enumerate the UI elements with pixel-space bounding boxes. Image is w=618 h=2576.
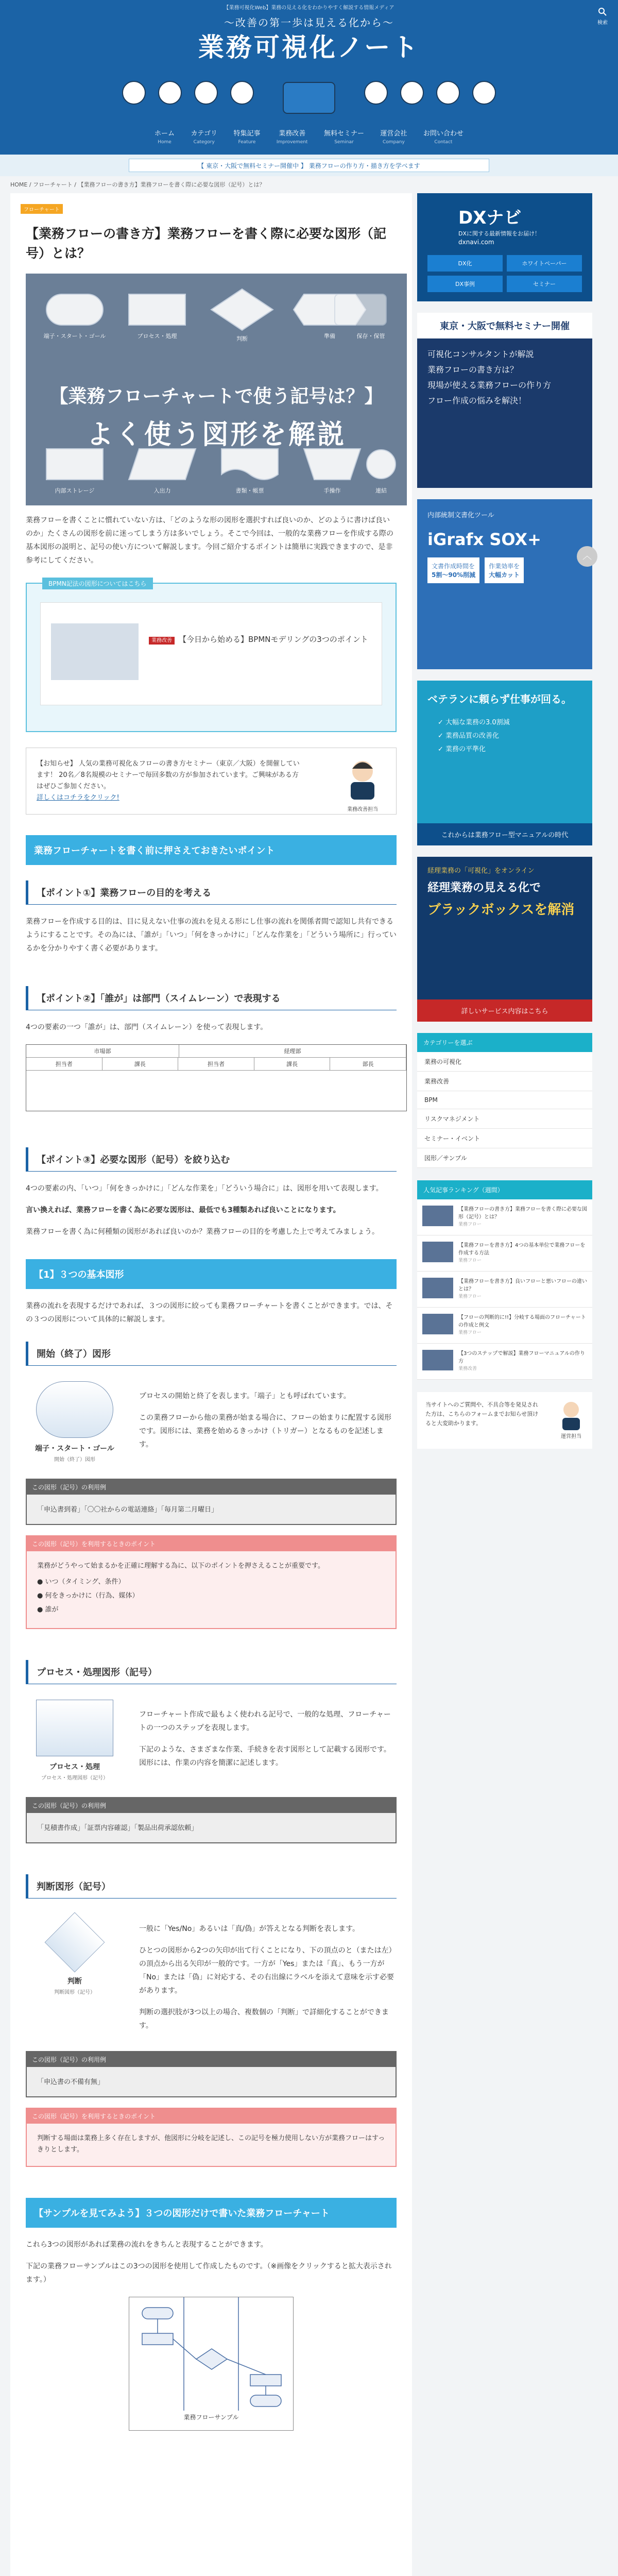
nav-item-feature[interactable]: 特集記事 Feature [233, 130, 261, 145]
writer-widget [417, 1392, 592, 1449]
point2-heading: 【ポイント②】「誰が」は部門（スイムレーン）で表現する [26, 986, 397, 1010]
decision-example-box [26, 2051, 397, 2097]
decision-shape-icon [45, 1912, 105, 1973]
ad-manual-title: ベテランに頼らず仕事が回る。 [427, 693, 572, 705]
start-shape-caption: 開始（終了）図形 [54, 1457, 95, 1463]
category-link[interactable]: リスクマネジメント [417, 1109, 592, 1129]
ad-dxnavi-sub: DXに関する最新情報をお届け！ [458, 230, 541, 237]
category-link[interactable]: 業務の可視化 [417, 1052, 592, 1072]
start-example-text: 「申込書到着」「〇〇社からの電話連絡」「毎月第二月曜日」 [37, 1506, 218, 1514]
basic-intro: 業務の流れを表現するだけであれば、３つの図形に絞っても業務フローチャートを書くことができます。では、その３つの図形について具体的に解説します。 [26, 1302, 393, 1324]
ad-igrafx-line: 作業効率を [489, 563, 520, 570]
decision-shape-text: 一般に「Yes/No」あるいは「真/偽」が答えとなる判断を表します。 [139, 1925, 359, 1933]
point3-text-2: 業務フローを書く為に何種類の図形があれば良いのか？業務フローの目的を考慮した上で考えてみましょう。 [26, 1228, 379, 1236]
decision-shape-name: 判断 [67, 1977, 82, 1986]
ranking-item[interactable]: 【フローの判断的に!!】分岐する場面のフローチャートの作成と例文 業務フロー [417, 1308, 592, 1344]
site-subtitle: 〜改善の第一歩は見える化から〜 [224, 16, 394, 29]
promo-bar [0, 155, 618, 176]
ad-igrafx-line: 大幅カット [489, 571, 520, 579]
process-shape-text-2: 下記のような、さまざまな作業、手続きを表す図形として記載する図形です。図形には、作業の内容を簡潔に記述します。 [139, 1745, 391, 1767]
category-link[interactable]: 図形／サンプル [417, 1148, 592, 1168]
shape-label-document: 書類・帳票 [235, 487, 264, 494]
ad-igrafx[interactable] [417, 499, 592, 669]
process-example-heading: この図形（記号）の利用例 [27, 1798, 396, 1813]
process-shape-heading: プロセス・処理図形（記号） [26, 1660, 397, 1684]
start-shape-heading: 開始（終了）図形 [26, 1342, 397, 1366]
process-shape-caption: プロセス・処理図形（記号） [41, 1775, 108, 1781]
ad-seminar-line: フロー作成の悩みを解決！ [427, 396, 527, 405]
avatar-name: 業務改善担当 [347, 807, 378, 812]
start-shape-figure [31, 1381, 118, 1463]
ad-accounting-foot[interactable]: 詳しいサービス内容はこちら [417, 999, 592, 1022]
intro-paragraph: 業務フローを書くことに慣れていない方は、「どのような形の図形を選択すれば良いのか、どのように書けば良いのか」たくさんの図形を前に迷ってしまう方は多いでしょう。そこで今回は、一般的な業務フローを作成する際の基本図形の説明と、記号の使い方について解説します。今回ご紹介するポイントは簡単に実践できますので、是非参考にしてください。 [26, 516, 393, 565]
start-shape-text-2: この業務フローから他の業務が始まる場合に、フローの始まりに配置する図形です。図形には、業務を始めるきっかけ（トリガー）となるものを記述します。 [139, 1414, 391, 1449]
start-point-box [26, 1535, 397, 1629]
notice-text: 【お知らせ】 人気の業務可視化＆フローの書き方セミナー（東京／大阪）を開催しています！ 20名／8名規模のセミナーで毎回多数の方が参加されています。ご興味がある方はぜひご参加ください。 [37, 760, 300, 790]
process-example-text: 「見積書作成」「証票内容確認」「製品出荷承認依頼」 [37, 1824, 198, 1832]
decision-shape-caption: 判断図形（記号） [54, 1990, 95, 1995]
ad-dxnavi-button[interactable]: DX化 [427, 255, 503, 272]
search-label: 検索 [597, 20, 608, 26]
shape-label-preparation: 準備 [324, 333, 335, 340]
nav-item-home[interactable]: ホーム Home [154, 130, 175, 145]
site-tagline: 【業務可視化Web】業務の見える化をわかりやすく解説する情報メディア [224, 5, 394, 11]
ad-dxnavi-button[interactable]: ホワイトペーパー [507, 255, 582, 272]
ranking-item[interactable]: 【業務フローを書き方】良いフローと悪いフローの違いとは？ 業務フロー [417, 1272, 592, 1308]
eyecatch-main-heading: よく使う図形を解説 [86, 419, 346, 450]
search-button[interactable] [592, 7, 613, 26]
ranking-widget [417, 1180, 592, 1380]
section-heading-basic: 【1】３つの基本図形 [26, 1259, 397, 1289]
decision-shape-text-3: 判断の選択肢が3つ以上の場合、複数個の「判断」で詳細化することができます。 [139, 2008, 389, 2030]
notice-link[interactable]: 詳しくはコチラをクリック! [37, 794, 119, 802]
point3-text: 4つの要素の内、「いつ」「何をきっかけに」「どんな作業を」「どういう場合に」は、図形を用いて表現します。 [26, 1184, 383, 1193]
start-shape-name: 端子・スタート・ゴール [35, 1445, 114, 1453]
swimlane-lane: 課長 [254, 1058, 331, 1070]
ad-igrafx-line: 5割〜90%削減 [432, 571, 476, 579]
decision-shape-text-2: ひとつの図形から2つの矢印が出て行くことになり、下の頂点のと（または左）の頂点から出る矢印が一般的です。一方が「Yes」または「真」、もう一方が「No」または「偽」に対応する、その右出線にラベルを添えて意味を示す必要があります。 [139, 1946, 396, 1995]
global-nav [154, 130, 464, 146]
process-example-box [26, 1797, 397, 1843]
ad-igrafx-line: 文書作成時間を [432, 563, 475, 570]
ad-dxnavi[interactable] [417, 193, 592, 301]
sample-flowchart-image[interactable] [129, 2297, 294, 2431]
nav-item-seminar[interactable]: 無料セミナー Seminar [323, 130, 364, 145]
point3-heading: 【ポイント③】必要な図形（記号）を絞り込む [26, 1147, 397, 1172]
sample-text: これら3つの図形があれば業務の流れをきちんと表現することができます。 [26, 2241, 268, 2249]
staff-avatar-icon [345, 758, 381, 800]
related-link-box [26, 580, 397, 732]
ad-seminar-line: 可視化コンサルタントが解説 [427, 349, 534, 359]
ranking-item[interactable]: 【3つのステップで解説】業務フローマニュアルの作り方 業務改善 [417, 1344, 592, 1380]
ranking-thumbnail [422, 1206, 453, 1226]
site-header [0, 0, 618, 155]
decision-point-heading: この図形（記号）を利用するときのポイント [27, 2109, 396, 2124]
shape-label-terminal: 端子・スタート・ゴール [43, 333, 106, 340]
related-article-thumbnail [51, 623, 139, 680]
avatar [339, 758, 386, 816]
start-point-item: ● 何をきっかけに（行為、媒体） [37, 1592, 139, 1600]
decision-shape-heading: 判断図形（記号） [26, 1874, 397, 1899]
ad-seminar-line: 業務フローの書き方は？ [427, 365, 519, 375]
sidebar [417, 193, 592, 1461]
nav-item-category[interactable]: カテゴリ Category [191, 130, 217, 145]
ad-accounting-title: ブラックボックスを解消 [427, 902, 575, 918]
swimlane-lane: 担当者 [178, 1058, 254, 1070]
shape-label-io: 入出力 [153, 487, 171, 494]
sample-heading: 【サンプルを見てみよう】３つの図形だけで書いた業務フローチャート [26, 2198, 397, 2228]
start-example-box [26, 1479, 397, 1525]
decision-shape-figure [31, 1914, 118, 1996]
decision-example-heading: この図形（記号）の利用例 [27, 2052, 396, 2067]
point1-heading: 【ポイント①】業務フローの目的を考える [26, 880, 397, 905]
scroll-to-top-button[interactable] [577, 546, 597, 567]
swimlane-group-row [26, 1045, 406, 1058]
ad-manual-item: ✓ 業務品質の改善化 [438, 732, 500, 740]
ranking-item[interactable]: 【業務フローの書き方】業務フローを書く際に必要な図形（記号）とは？ 業務フロー [417, 1199, 592, 1235]
decision-example-text: 「申込書の不備有無」 [37, 2078, 105, 2086]
ad-seminar-line: 現場が使える業務フローの作り方 [427, 380, 552, 390]
ranking-widget-heading: 人気記事ランキング（週間） [417, 1180, 592, 1199]
swimlane-table [26, 1044, 407, 1111]
ad-dxnavi-title: DXナビ [458, 208, 522, 228]
ad-igrafx-title: iGrafx SOX+ [427, 530, 541, 549]
swimlane-group: 経理部 [179, 1045, 406, 1057]
swimlane-lane: 担当者 [26, 1058, 102, 1070]
related-article-tag: 業務改善 [149, 637, 175, 645]
ad-manual[interactable] [417, 681, 592, 845]
related-article-title: 【今日から始める】BPMNモデリングの3つのポイント [179, 635, 368, 644]
ranking-thumbnail [422, 1350, 453, 1370]
eyecatch-image [26, 274, 407, 505]
nav-item-contact[interactable]: お問い合わせ Contact [423, 130, 464, 145]
chevron-up-icon: ︿ [582, 551, 592, 562]
category-link[interactable]: 業務改善 [417, 1072, 592, 1091]
start-shape-text: プロセスの開始と終了を表します。「端子」とも呼ばれています。 [139, 1392, 351, 1400]
ad-manual-foot: これからは業務フロー型マニュアルの時代 [417, 823, 592, 845]
shape-label-connector: 連結 [375, 487, 387, 494]
related-article-card[interactable] [40, 602, 382, 705]
avatar [558, 1399, 584, 1439]
sample-text-2: 下記の業務フローサンプルはこの3つの図形を使用して作成したものです。（※画像をクリックすると拡大表示されます。） [26, 2262, 392, 2284]
ad-seminar[interactable] [417, 313, 592, 488]
ad-dxnavi-button[interactable]: セミナー [507, 276, 582, 292]
swimlane-lane: 課長 [102, 1058, 179, 1070]
decision-point-text: 判断する場面は業務上多く存在しますが、他図形に分岐を記述し、この記号を極力使用しない方が業務フローはすっきりとします。 [37, 2134, 385, 2154]
decision-point-box [26, 2108, 397, 2167]
shape-label-manual: 手操作 [323, 487, 341, 494]
point1-text: 業務フローを作成する目的は、目に見えない仕事の流れを見える形にし仕事の流れを関係者間で認知し共有できるようにすることです。その為には、「誰が」「いつ」「何をきっかけに」「どんな作業を」「どういう場所に」行っているかを分かりやすく書く必要があります。 [26, 918, 397, 953]
sample-caption: 業務フローサンプル [183, 2414, 239, 2421]
start-point-text: 業務がどうやって始まるかを正確に理解する為に、以下のポイントを押さえることが重要です。 [37, 1562, 324, 1570]
process-shape-name: プロセス・処理 [49, 1763, 100, 1771]
related-link-label: BPMN記法の図形についてはこちら [42, 578, 153, 589]
ranking-thumbnail [422, 1278, 453, 1298]
breadcrumb[interactable]: HOME / フローチャート / 【業務フローの書き方】業務フローを書く際に必要な図形（記号）とは？ [10, 181, 265, 188]
shape-label-storage: 保存・保管 [356, 333, 385, 340]
ad-manual-item: ✓ 業務の平準化 [438, 745, 486, 753]
shape-label-process: プロセス・処理 [137, 333, 177, 340]
ad-dxnavi-url: dxnavi.com [458, 239, 494, 246]
ad-accounting[interactable] [417, 857, 592, 1022]
start-point-item: ● 誰が [37, 1606, 59, 1614]
ad-manual-item: ✓ 大幅な業務の3.0割減 [438, 719, 510, 726]
writer-name: 運営担当 [561, 1434, 581, 1439]
ad-accounting-line: 経理業務の見える化で [427, 882, 541, 894]
page-title: 【業務フローの書き方】業務フローを書く際に必要な図形（記号）とは？ [26, 226, 387, 261]
swimlane-lane-row [26, 1058, 406, 1071]
swimlane-group: 市場部 [26, 1045, 179, 1057]
section-heading-points: 業務フローチャートを書く前に押さえておきたいポイント [26, 835, 397, 865]
ad-seminar-head: 東京・大阪で無料セミナー開催 [417, 313, 592, 338]
point2-text: 4つの要素の一つ「誰が」は、部門（スイムレーン）を使って表現します。 [26, 1023, 268, 1031]
site-logo[interactable]: 業務可視化ノート [198, 32, 420, 62]
process-shape-icon [36, 1700, 113, 1756]
header-characters-illustration [113, 72, 505, 124]
ad-accounting-line: 経理業務の「可視化」をオンライン [427, 867, 535, 875]
seminar-notice [26, 748, 397, 815]
nav-item-company[interactable]: 運営会社 Company [380, 130, 407, 145]
nav-item-improvement[interactable]: 業務改善 Improvement [276, 130, 308, 145]
shape-label-decision: 判断 [236, 335, 248, 342]
process-shape-figure [31, 1700, 118, 1782]
writer-text: 当サイトへのご質問や、不具合等を発見された方は、こちらのフォームまでお知らせ頂けると大変助かります。 [425, 1401, 539, 1427]
promo-link[interactable]: 【 東京・大阪で無料セミナー開催中 】 業務フローの作り方・描き方を学べます [129, 159, 489, 172]
article-main [10, 193, 412, 2576]
category-widget [417, 1033, 592, 1168]
shape-label-internal-storage: 内部ストレージ [55, 487, 95, 494]
ranking-thumbnail [422, 1242, 453, 1262]
swimlane-lane: 部長 [330, 1058, 406, 1070]
ad-igrafx-line: 内部統制文書化ツール [427, 512, 494, 519]
category-widget-heading: カテゴリーを選ぶ [417, 1033, 592, 1052]
ranking-thumbnail [422, 1314, 453, 1334]
start-point-item: ● いつ（タイミング、条件） [37, 1578, 125, 1586]
ad-dxnavi-button[interactable]: DX事例 [427, 276, 503, 292]
sample-flowchart-illustration [129, 2297, 293, 2411]
process-shape-text: フローチャート作成で最もよく使われる記号で、一般的な処理、フローチャートの一つのステップを表現します。 [139, 1710, 391, 1732]
start-example-heading: この図形（記号）の利用例 [27, 1480, 396, 1495]
writer-avatar-icon [558, 1399, 584, 1430]
eyecatch-heading: 【業務フローチャートで使う記号は？】 [49, 386, 383, 407]
start-point-heading: この図形（記号）を利用するときのポイント [27, 1536, 396, 1551]
ranking-item[interactable]: 【業務フローを書き方】4つの基本単位で業務フローを作成する方法 業務フロー [417, 1235, 592, 1272]
terminal-shape-icon [36, 1381, 113, 1438]
category-link[interactable]: セミナー・イベント [417, 1129, 592, 1148]
point3-emphasis: 言い換えれば、業務フローを書く為に必要な図形は、最低でも3種類あれば良いことになります。 [26, 1206, 340, 1214]
category-badge[interactable]: フローチャート [21, 204, 63, 214]
category-link[interactable]: BPM [417, 1091, 592, 1109]
search-icon [598, 7, 607, 16]
